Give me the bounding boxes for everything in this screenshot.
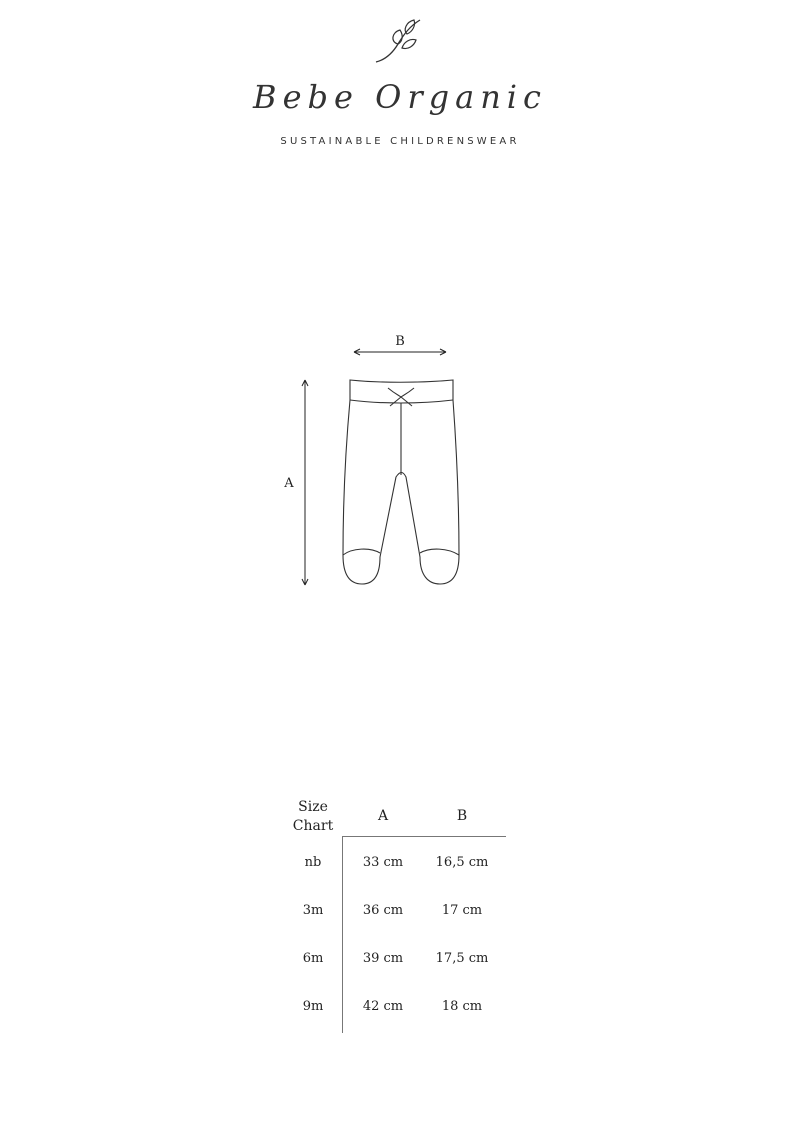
row-value-a: 39 cm (362, 951, 404, 966)
table-header-divider (342, 836, 506, 837)
row-size: 6m (302, 951, 324, 966)
row-value-a: 42 cm (362, 999, 404, 1014)
row-size: 9m (302, 999, 324, 1014)
width-dimension-arrow (354, 349, 446, 355)
footed-pants-icon (343, 380, 459, 584)
brand-name: Bebe Organic (253, 78, 547, 116)
row-value-b: 16,5 cm (435, 855, 489, 870)
column-header-a: A (377, 808, 389, 824)
width-label: B (395, 334, 405, 349)
row-value-a: 36 cm (362, 903, 404, 918)
row-value-a: 33 cm (362, 855, 404, 870)
size-chart-title (283, 798, 343, 836)
column-header-b: B (456, 808, 468, 824)
row-value-b: 18 cm (441, 999, 483, 1014)
length-dimension-arrow (302, 380, 308, 585)
row-value-b: 17,5 cm (435, 951, 489, 966)
leaf-sprig-icon (370, 14, 430, 66)
row-size: 3m (302, 903, 324, 918)
size-chart-title-line2: Chart (292, 818, 334, 834)
row-value-b: 17 cm (441, 903, 483, 918)
row-size: nb (304, 855, 322, 870)
brand-tagline: SUSTAINABLE CHILDRENSWEAR (280, 136, 520, 147)
length-label: A (284, 476, 294, 491)
size-chart-title-line1: Size (298, 799, 328, 815)
garment-diagram (270, 325, 500, 600)
